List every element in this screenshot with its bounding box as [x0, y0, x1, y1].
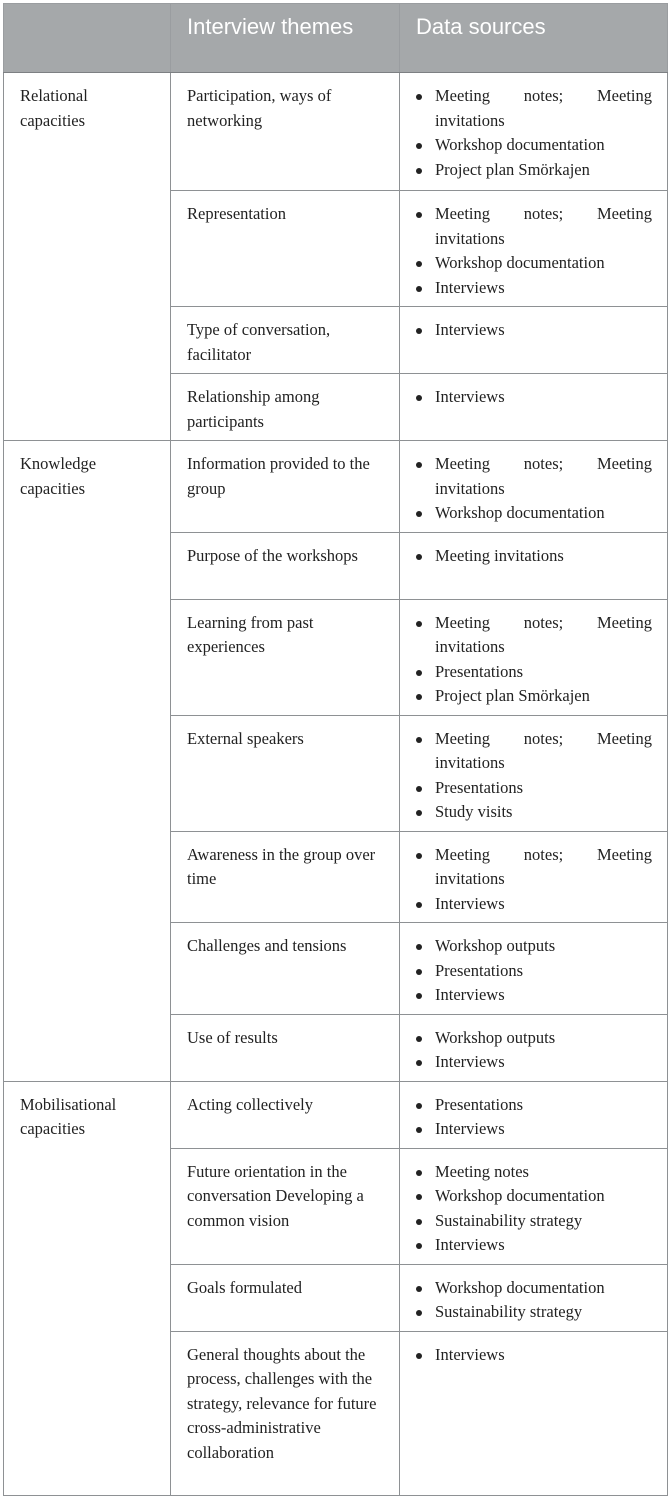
- source-item: Interviews: [414, 276, 652, 301]
- source-item: Interviews: [414, 892, 652, 917]
- header-row: [4, 4, 668, 73]
- sources-cell: [400, 441, 668, 533]
- source-item: Project plan Smörkajen: [414, 684, 652, 709]
- theme-cell: Future orientation in the conversation Developing a common vision: [171, 1148, 400, 1264]
- theme-cell: Purpose of the workshops: [171, 532, 400, 599]
- source-item: Interviews: [414, 1343, 652, 1368]
- sources-list: [414, 385, 652, 410]
- sources-list: [414, 1276, 652, 1325]
- theme-cell: Type of conversation, facilitator: [171, 307, 400, 374]
- sources-cell: [400, 715, 668, 831]
- theme-cell: Use of results: [171, 1014, 400, 1081]
- source-item: Meeting notes: [414, 1160, 652, 1185]
- sources-list: [414, 727, 652, 825]
- source-item: Meeting notes; Meeting invitations: [414, 202, 652, 251]
- source-item: Presentations: [414, 776, 652, 801]
- table-row: [4, 1081, 668, 1148]
- sources-list: [414, 1343, 652, 1368]
- sources-list: [414, 84, 652, 182]
- theme-cell: Awareness in the group over time: [171, 831, 400, 923]
- capacity-cell: Relational capacities: [4, 73, 171, 441]
- sources-list: [414, 452, 652, 526]
- sources-cell: [400, 923, 668, 1015]
- header-interview-themes: Interview themes: [171, 4, 400, 73]
- sources-list: [414, 318, 652, 343]
- source-item: Presentations: [414, 660, 652, 685]
- source-item: Interviews: [414, 1050, 652, 1075]
- source-item: Sustainability strategy: [414, 1300, 652, 1325]
- sources-cell: [400, 73, 668, 191]
- source-item: Workshop outputs: [414, 1026, 652, 1051]
- source-item: Interviews: [414, 1117, 652, 1142]
- sources-list: [414, 611, 652, 709]
- source-item: Workshop documentation: [414, 501, 652, 526]
- source-item: Meeting notes; Meeting invitations: [414, 611, 652, 660]
- sources-cell: [400, 1081, 668, 1148]
- source-item: Presentations: [414, 1093, 652, 1118]
- sources-list: [414, 1160, 652, 1258]
- sources-list: [414, 934, 652, 1008]
- theme-cell: Relationship among participants: [171, 374, 400, 441]
- theme-cell: Challenges and tensions: [171, 923, 400, 1015]
- sources-cell: [400, 599, 668, 715]
- sources-cell: [400, 1331, 668, 1495]
- theme-cell: General thoughts about the process, challenges with the strategy, relevance for future cross-administrative collaboration: [171, 1331, 400, 1495]
- source-item: Project plan Smörkajen: [414, 158, 652, 183]
- sources-list: [414, 1093, 652, 1142]
- source-item: Workshop documentation: [414, 251, 652, 276]
- theme-cell: Learning from past experiences: [171, 599, 400, 715]
- sources-list: [414, 202, 652, 300]
- source-item: Meeting invitations: [414, 544, 652, 569]
- theme-cell: Goals formulated: [171, 1264, 400, 1331]
- sources-cell: [400, 532, 668, 599]
- sources-cell: [400, 1264, 668, 1331]
- source-item: Meeting notes; Meeting invitations: [414, 843, 652, 892]
- source-item: Sustainability strategy: [414, 1209, 652, 1234]
- theme-cell: Representation: [171, 191, 400, 307]
- source-item: Workshop outputs: [414, 934, 652, 959]
- source-item: Presentations: [414, 959, 652, 984]
- sources-cell: [400, 831, 668, 923]
- sources-list: [414, 544, 652, 569]
- sources-cell: [400, 307, 668, 374]
- source-item: Workshop documentation: [414, 133, 652, 158]
- themes-data-sources-table: [3, 3, 668, 1496]
- source-item: Meeting notes; Meeting invitations: [414, 452, 652, 501]
- sources-cell: [400, 191, 668, 307]
- theme-cell: External speakers: [171, 715, 400, 831]
- capacity-cell: Mobilisational capacities: [4, 1081, 171, 1495]
- source-item: Interviews: [414, 385, 652, 410]
- source-item: Interviews: [414, 1233, 652, 1258]
- source-item: Workshop documentation: [414, 1184, 652, 1209]
- source-item: Workshop documentation: [414, 1276, 652, 1301]
- theme-cell: Information provided to the group: [171, 441, 400, 533]
- sources-list: [414, 1026, 652, 1075]
- table-row: [4, 441, 668, 533]
- sources-list: [414, 843, 652, 917]
- source-item: Study visits: [414, 800, 652, 825]
- sources-cell: [400, 1014, 668, 1081]
- table-row: [4, 73, 668, 191]
- source-item: Meeting notes; Meeting invitations: [414, 727, 652, 776]
- source-item: Interviews: [414, 318, 652, 343]
- header-data-sources: Data sources: [400, 4, 668, 73]
- source-item: Interviews: [414, 983, 652, 1008]
- source-item: Meeting notes; Meeting invitations: [414, 84, 652, 133]
- sources-cell: [400, 1148, 668, 1264]
- theme-cell: Participation, ways of networking: [171, 73, 400, 191]
- capacity-cell: Knowledge capacities: [4, 441, 171, 1082]
- header-capacity: [4, 4, 171, 73]
- theme-cell: Acting collectively: [171, 1081, 400, 1148]
- sources-cell: [400, 374, 668, 441]
